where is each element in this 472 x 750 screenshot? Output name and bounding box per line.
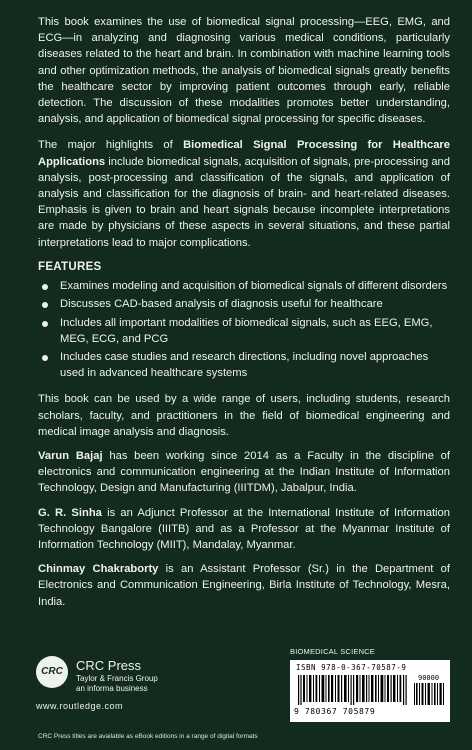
publisher-name: CRC Press [76, 658, 142, 673]
feature-item: Examines modeling and acquisition of biomedical signals of different disorders [38, 279, 450, 295]
features-list [38, 279, 450, 382]
publisher-group-line: Taylor & Francis Group [76, 674, 158, 683]
barcode-bars-icon [298, 675, 408, 705]
highlights-intro: The major highlights of [38, 139, 184, 152]
feature-item: Includes all important modalities of biomedical signals, such as EEG, EMG, MEG, ECG, and PCG [38, 316, 450, 347]
description-paragraph: This book examines the use of biomedical signal processing—EEG, EMG, and ECG—in analyzing and diagnosing various medical conditions, particularly diseases related to the heart and brain. In combination with machine learning tools and other optimization methods, the analysis of biomedical signals greatly benefits the healthcare sector by improving patient outcomes through early, reliable detection. The discussion of these modalities promotes better understanding, analysis, and application of biomedical signal processing for specific diseases. [38, 16, 450, 126]
barcode [290, 660, 450, 722]
addon-barcode-icon [414, 683, 446, 705]
author-name: Chinmay Chakraborty [38, 563, 159, 576]
book-title: Biomedical Signal Processing for Healthcare Applications [38, 139, 450, 168]
author-bio-text: is an Adjunct Professor at the International Institute of Information Technology Bangalore (IIITB) and as a Professor at the Myanmar Institute of Information Technology (MIIT), Mandalay, Myanmar. [38, 506, 450, 552]
isbn-text: ISBN 978-0-367-70587-9 [296, 663, 407, 672]
publisher-url: www.routledge.com [36, 701, 124, 711]
author-bio-text: has been working since 2014 as a Faculty in the discipline of electronics and communication engineering at the Indian Institute of Information Technology, Design and Manufacturing (IIITDM), Jabalpur, India. [38, 450, 451, 495]
barcode-number: 9 780367 705879 [294, 707, 376, 716]
price-code: 90000 [418, 674, 440, 682]
author-name: Varun Bajaj [38, 450, 103, 463]
author-bio-text: is an Assistant Professor (Sr.) in the Department of Electronics and Communication Engineering, Birla Institute of Technology, Mesra, India. [38, 563, 450, 608]
audience-paragraph: This book can be used by a wide range of users, including students, research scholars, faculty, and practitioners in the field of biomedical engineering and medical image analysis and diagnosis. [38, 393, 450, 438]
author-name: G. R. Sinha [38, 506, 102, 519]
highlights-body: include biomedical signals, acquisition of signals, pre-processing and analysis, post-processing and classification of the signals, and application of analysis and classification for the diagnosis of brain- and heart-related diseases. Emphasis is given to brain and heart signals because incomplete interpretations are made by physicians of these aspects in several situations, and these partial interpretations lead to major complications. [38, 155, 450, 249]
publisher-logo [36, 656, 236, 716]
back-cover-text [38, 14, 450, 618]
highlights-paragraph [38, 137, 450, 250]
ebook-footnote: CRC Press titles are available as eBook editions in a range of digital formats [38, 733, 258, 740]
feature-item: Includes case studies and research directions, including novel approaches used in advanced healthcare systems [38, 350, 450, 381]
author-bio [38, 448, 450, 497]
subject-category: BIOMEDICAL SCIENCE [290, 647, 376, 656]
author-bio [38, 505, 450, 554]
features-heading: FEATURES [38, 260, 102, 273]
author-bio [38, 561, 450, 610]
publisher-group [76, 674, 158, 694]
feature-item: Discusses CAD-based analysis of diagnosis useful for healthcare [38, 297, 450, 313]
publisher-informa-line: an informa business [76, 684, 148, 693]
crc-logo-icon: CRC [36, 656, 68, 688]
